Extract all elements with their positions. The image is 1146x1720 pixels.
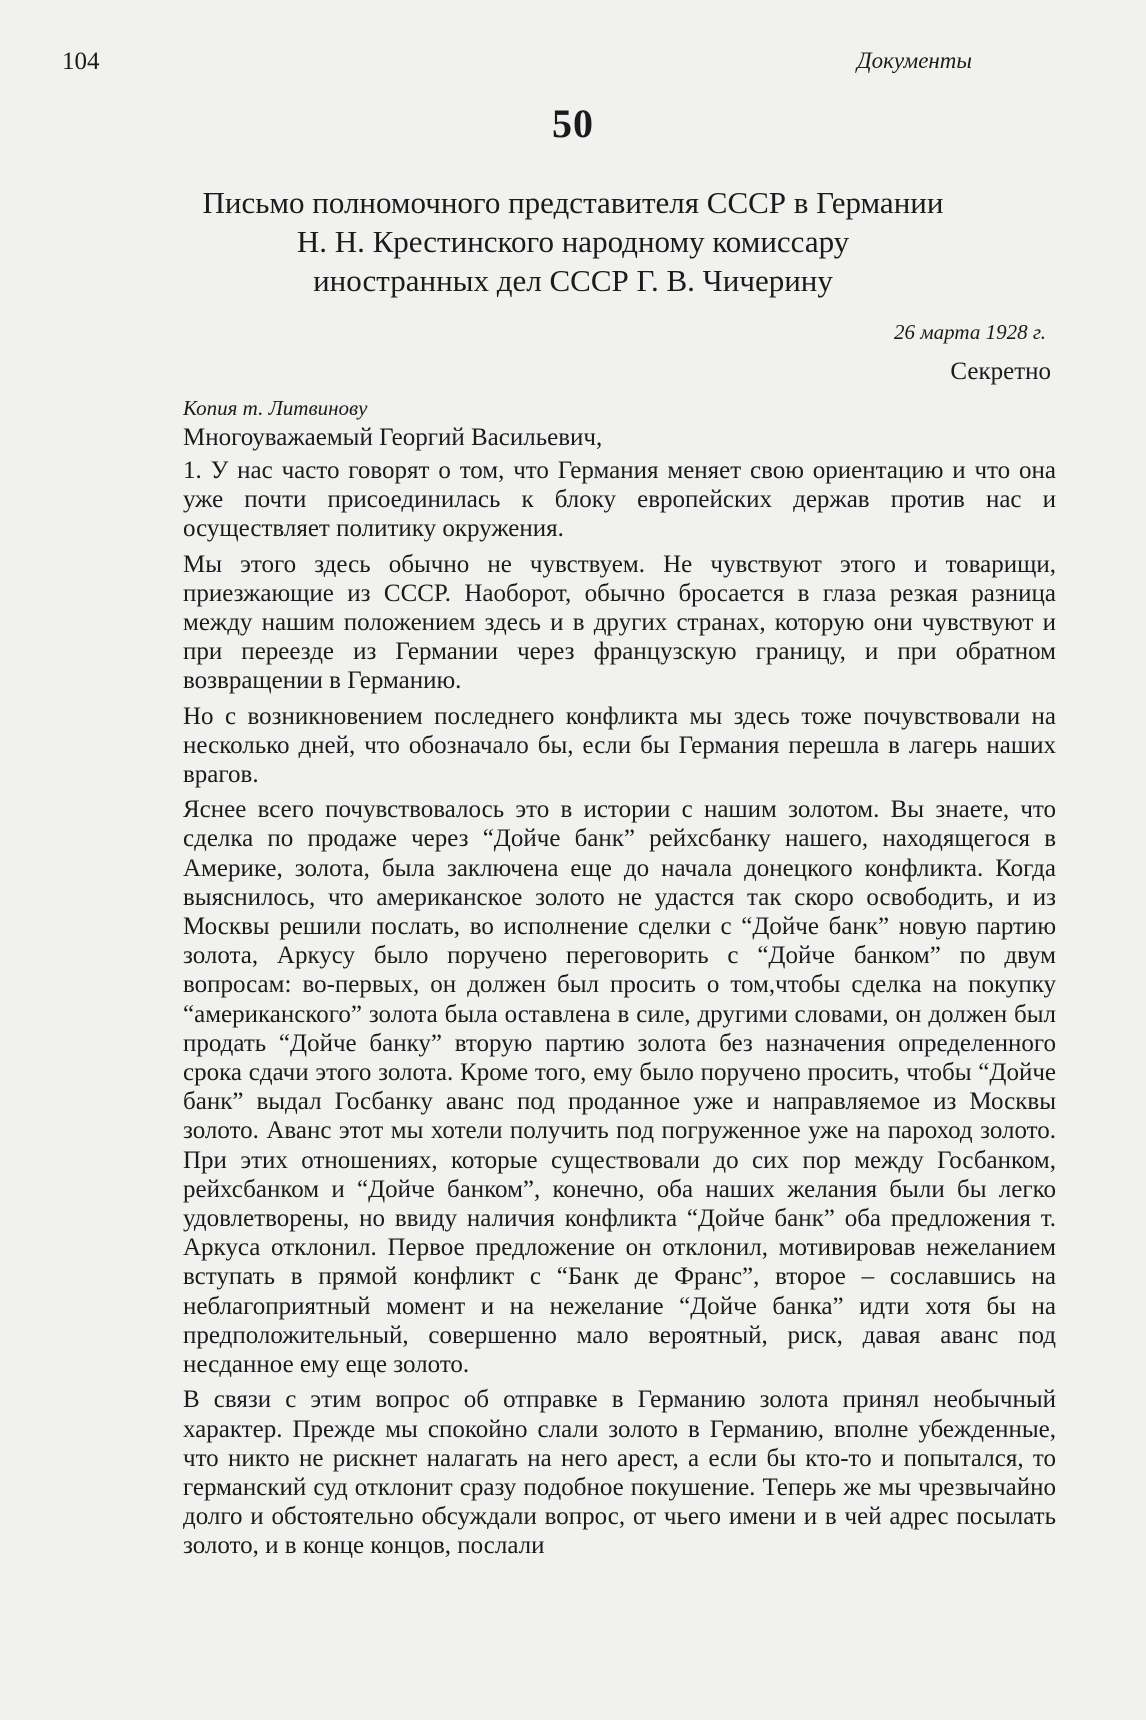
document-title-line: Письмо полномочного представителя СССР в Германии (202, 185, 944, 220)
document-title-line: иностранных дел СССР Г. В. Чичерину (313, 263, 833, 298)
salutation: Многоуважаемый Георгий Васильевич, (183, 424, 603, 451)
document-date: 26 марта 1928 г. (894, 320, 1046, 344)
section-title: Документы (856, 48, 972, 73)
body-paragraph: 1. У нас часто говорят о том, что Германия меняет свою ориентацию и что она уже почти присоединилась к блоку европейских держав против нас и осуществляет политику окружения. (183, 457, 1056, 543)
body-paragraph: Мы этого здесь обычно не чувствуем. Не чувствуют этого и товарищи, приезжающие из СССР. Наоборот, обычно бросается в глаза резкая разница между нашим положением здесь и в других странах, которую они чувствуют и при переезде из Германии через французскую границу, и при обратном возвращении в Германию. (183, 550, 1056, 695)
running-head (62, 48, 972, 82)
document-title (120, 183, 1026, 300)
body-paragraph: Яснее всего почувствовалось это в истории с нашим золотом. Вы знаете, что сделка по продаже через “Дойче банк” рейхсбанку нашего, находящегося в Америке, золота, была заключена еще до начала донецкого конфликта. Когда выяснилось, что американское золото не удастся так скоро освободить, и из Москвы решили послать, во исполнение сделки с “Дойче банк” новую партию золота, Аркусу было поручено переговорить с “Дойче банком” по двум вопросам: во-первых, он должен был просить о том,чтобы сделка на покупку “американского” золота была оставлена в силе, другими словами, он должен был продать “Дойче банку” вторую партию золота без назначения определенного срока сдачи этого золота. Кроме того, ему было поручено просить, чтобы “Дойче банк” выдал Госбанку аванс под проданное уже и направляемое из Москвы золото. Аванс этот мы хотели получить под погруженное уже на пароход золото. При этих отношениях, которые существовали до сих пор между Госбанком, рейхсбанком и “Дойче банком”, конечно, оба наших желания были бы легко удовлетворены, но ввиду наличия конфликта “Дойче банк” оба предложения т. Аркуса отклонил. Первое предложение он отклонил, мотивировав нежеланием вступать в прямой конфликт с “Банк де Франс”, второе – сославшись на неблагоприятный момент и на нежелание “Дойче банка” идти хотя бы на предположительный, совершенно мало вероятный, риск, давая аванс под несданное ему еще золото. (183, 796, 1056, 1379)
document-title-line: Н. Н. Крестинского народному комиссару (296, 224, 850, 259)
copy-recipient: Копия т. Литвинову (183, 396, 368, 420)
page-number: 104 (62, 48, 100, 75)
letter-body (183, 456, 1056, 1567)
body-paragraph: В связи с этим вопрос об отправке в Германию золота принял необычный характер. Прежде мы спокойно слали золото в Германию, вполне убежденные, что никто не рискнет налагать на него арест, а если бы кто-то и попытался, то германский суд отклонит сразу подобное покушение. Теперь же мы чрезвычайно долго и обстоятельно обсуждали вопрос, от чьего имени и в чей адрес посылать золото, и в конце концов, послали (183, 1386, 1056, 1560)
classification-mark: Секретно (950, 358, 1051, 385)
body-paragraph: Но с возникновением последнего конфликта мы здесь тоже почувствовали на несколько дней, что обозначало бы, если бы Германия перешла в лагерь наших врагов. (183, 702, 1056, 789)
document-number: 50 (552, 101, 594, 146)
